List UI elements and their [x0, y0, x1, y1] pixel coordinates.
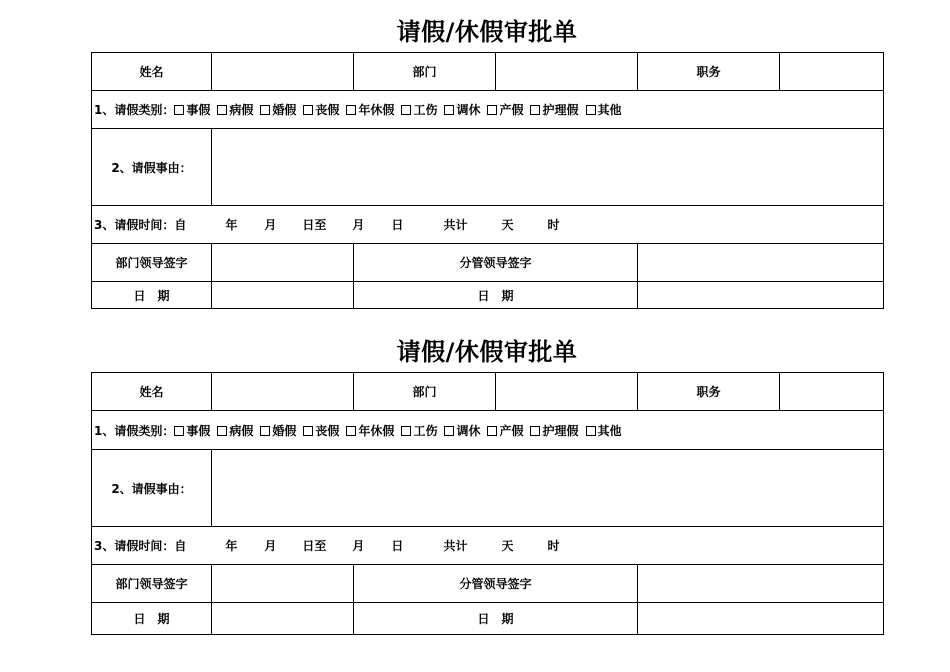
- form-title: 请假/休假审批单: [396, 18, 578, 46]
- name-label: 姓名: [92, 373, 212, 411]
- leave-type-option[interactable]: 婚假: [260, 101, 296, 118]
- time-month2: 月: [352, 218, 365, 232]
- time-month: 月: [264, 539, 277, 553]
- form-table: [91, 372, 884, 635]
- checkbox-icon[interactable]: [530, 426, 540, 436]
- leave-type-option[interactable]: 护理假: [530, 101, 578, 118]
- leave-time-row: [92, 527, 884, 565]
- time-day-to: 日至: [302, 539, 327, 553]
- supervisor-sign-field[interactable]: [638, 565, 884, 603]
- dept-leader-sign-label: 部门领导签字: [92, 244, 212, 282]
- leave-type-option[interactable]: 病假: [217, 422, 253, 439]
- checkbox-icon[interactable]: [586, 426, 596, 436]
- position-label: 职务: [638, 53, 780, 91]
- time-hours: 时: [547, 218, 560, 232]
- dept-label: 部门: [354, 53, 496, 91]
- time-total: 共计: [443, 218, 468, 232]
- leave-type-option[interactable]: 产假: [487, 422, 523, 439]
- leave-type-option[interactable]: 丧假: [303, 422, 339, 439]
- leave-type-option[interactable]: 调休: [444, 101, 480, 118]
- name-label: 姓名: [92, 53, 212, 91]
- time-days: 天: [501, 218, 514, 232]
- checkbox-icon[interactable]: [174, 426, 184, 436]
- checkbox-icon[interactable]: [401, 426, 411, 436]
- time-hours: 时: [547, 539, 560, 553]
- dept-field[interactable]: [496, 373, 638, 411]
- leave-type-option[interactable]: 工伤: [401, 101, 437, 118]
- position-field[interactable]: [780, 373, 884, 411]
- checkbox-icon[interactable]: [487, 426, 497, 436]
- leave-type-option[interactable]: 事假: [174, 422, 210, 439]
- leave-type-option[interactable]: 调休: [444, 422, 480, 439]
- checkbox-icon[interactable]: [260, 426, 270, 436]
- dept-field[interactable]: [496, 53, 638, 91]
- leave-type-row: [92, 91, 884, 129]
- checkbox-icon[interactable]: [530, 105, 540, 115]
- supervisor-sign-label: 分管领导签字: [354, 565, 638, 603]
- checkbox-icon[interactable]: [401, 105, 411, 115]
- checkbox-icon[interactable]: [346, 426, 356, 436]
- leave-type-option[interactable]: 年休假: [346, 422, 394, 439]
- dept-label: 部门: [354, 373, 496, 411]
- time-year: 年: [225, 218, 238, 232]
- date-label: 日 期: [354, 603, 638, 635]
- reason-field[interactable]: [212, 129, 884, 206]
- supervisor-sign-field[interactable]: [638, 244, 884, 282]
- time-day2: 日: [391, 539, 404, 553]
- leave-type-option[interactable]: 护理假: [530, 422, 578, 439]
- time-days: 天: [501, 539, 514, 553]
- time-year: 年: [225, 539, 238, 553]
- date-field[interactable]: [212, 282, 354, 309]
- leave-time-row: [92, 206, 884, 244]
- dept-leader-sign-label: 部门领导签字: [92, 565, 212, 603]
- checkbox-icon[interactable]: [586, 105, 596, 115]
- time-day2: 日: [391, 218, 404, 232]
- leave-type-label: 1、请假类别：: [94, 103, 175, 117]
- checkbox-icon[interactable]: [444, 426, 454, 436]
- position-label: 职务: [638, 373, 780, 411]
- time-day-to: 日至: [302, 218, 327, 232]
- reason-label: 2、请假事由：: [92, 129, 212, 206]
- name-field[interactable]: [212, 53, 354, 91]
- leave-type-option[interactable]: 工伤: [401, 422, 437, 439]
- leave-type-option[interactable]: 年休假: [346, 101, 394, 118]
- checkbox-icon[interactable]: [174, 105, 184, 115]
- leave-type-option[interactable]: 其他: [586, 422, 622, 439]
- time-label: 3、请假时间：自: [94, 218, 187, 232]
- time-month2: 月: [352, 539, 365, 553]
- date-field[interactable]: [638, 603, 884, 635]
- leave-type-option[interactable]: 事假: [174, 101, 210, 118]
- checkbox-icon[interactable]: [217, 426, 227, 436]
- leave-type-option[interactable]: 丧假: [303, 101, 339, 118]
- position-field[interactable]: [780, 53, 884, 91]
- reason-label: 2、请假事由：: [92, 450, 212, 527]
- dept-leader-sign-field[interactable]: [212, 244, 354, 282]
- reason-field[interactable]: [212, 450, 884, 527]
- checkbox-icon[interactable]: [487, 105, 497, 115]
- leave-type-option[interactable]: 病假: [217, 101, 253, 118]
- checkbox-icon[interactable]: [444, 105, 454, 115]
- time-total: 共计: [443, 539, 468, 553]
- leave-type-option[interactable]: 其他: [586, 101, 622, 118]
- date-label: 日 期: [354, 282, 638, 309]
- leave-type-option[interactable]: 婚假: [260, 422, 296, 439]
- checkbox-icon[interactable]: [217, 105, 227, 115]
- name-field[interactable]: [212, 373, 354, 411]
- date-field[interactable]: [212, 603, 354, 635]
- dept-leader-sign-field[interactable]: [212, 565, 354, 603]
- form-title: 请假/休假审批单: [396, 338, 578, 366]
- supervisor-sign-label: 分管领导签字: [354, 244, 638, 282]
- checkbox-icon[interactable]: [303, 105, 313, 115]
- leave-type-label: 1、请假类别：: [94, 423, 175, 438]
- time-month: 月: [264, 218, 277, 232]
- checkbox-icon[interactable]: [303, 426, 313, 436]
- checkbox-icon[interactable]: [260, 105, 270, 115]
- leave-type-row: [92, 411, 884, 450]
- leave-type-option[interactable]: 产假: [487, 101, 523, 118]
- time-label: 3、请假时间：自: [94, 539, 187, 553]
- checkbox-icon[interactable]: [346, 105, 356, 115]
- date-label: 日 期: [92, 282, 212, 309]
- date-field[interactable]: [638, 282, 884, 309]
- date-label: 日 期: [92, 603, 212, 635]
- form-table: [91, 52, 884, 309]
